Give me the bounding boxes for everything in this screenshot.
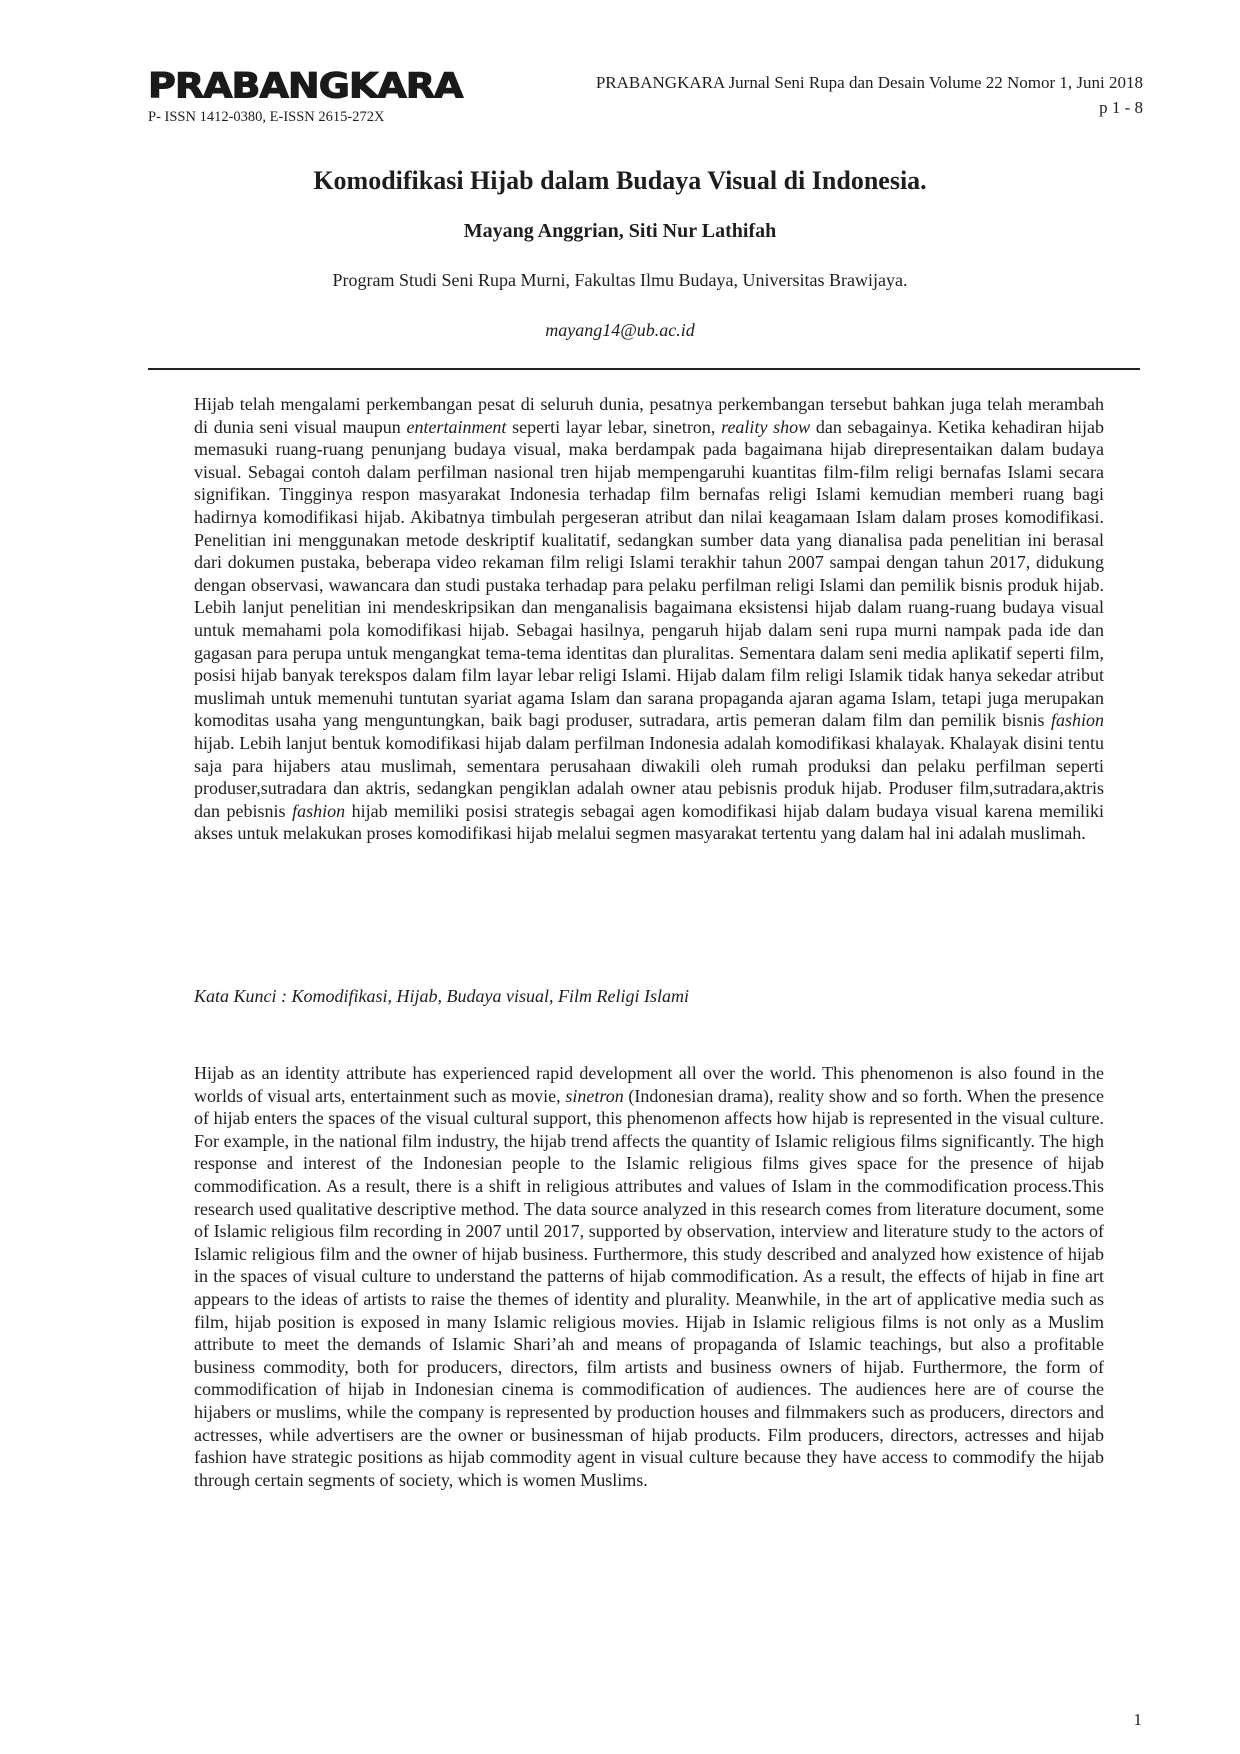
abstract-id-text: hijab memiliki posisi strategis sebagai agen komodifikasi hijab dalam budaya visual karena memiliki akses untuk melakukan proses komodifikasi hijab melalui segmen masyarakat tertentu yang dalam hal ini adalah muslimah.	[194, 800, 1104, 844]
author-email[interactable]: mayang14@ub.ac.id	[545, 320, 695, 340]
page-range: p 1 - 8	[1099, 98, 1143, 117]
header-divider	[148, 368, 1140, 370]
journal-logo: PRABANGKARA	[148, 65, 463, 106]
issn-line: P- ISSN 1412-0380, E-ISSN 2615-272X	[148, 109, 385, 125]
abstract-id-italic: fashion	[292, 800, 346, 821]
article-title: Komodifikasi Hijab dalam Budaya Visual di Indonesia.	[313, 166, 927, 195]
journal-citation: PRABANGKARA Jurnal Seni Rupa dan Desain Volume 22 Nomor 1, Juni 2018	[595, 73, 1143, 92]
abstract-id-text: dan sebagainya. Ketika kehadiran hijab memasuki ruang-ruang penunjang budaya visual, maka berdampak pada bagaimana hijab direpresentaikan dalam budaya visual. Sebagai contoh dalam perfilman nasional tren hijab mempengaruhi kuantitas film-film religi bernafas Islami secara signifikan. Tingginya respon masyarakat Indonesia terhadap film bernafas religi Islami kemudian memberi ruang bagi hadirnya komodifikasi hijab. Akibatnya timbulah pergeseran atribut dan nilai keagamaan Islam dalam proses komodifikasi. Penelitian ini menggunakan metode deskriptif kualitatif, sedangkan sumber data yang dianalisa pada penelitian ini berasal dari dokumen pustaka, beberapa video rekaman film religi Islami terakhir tahun 2007 sampai dengan tahun 2017, didukung dengan observasi, wawancara dan studi pustaka terhadap para pelaku perfilman religi Islami dan pemilik bisnis produk hijab. Lebih lanjut penelitian ini mendeskripsikan dan menganalisis bagaimana eksistensi hijab dalam ruang-ruang budaya visual untuk memahami pola komodifikasi hijab. Sebagai hasilnya, pengaruh hijab dalam seni rupa murni nampak pada ide dan gagasan para perupa untuk mengangkat tema-tema identitas dan pluralitas. Sementara dalam seni media aplikatif seperti film, posisi hijab banyak terekspos dalam film layar lebar religi Islami. Hijab dalam film religi Islamik tidak hanya sekedar atribut muslimah untuk memenuhi tuntutan syariat agama Islam dan sarana propaganda ajaran agama Islam, tetapi juga merupakan komoditas usaha yang menguntungkan, baik bagi produser, sutradara, artis pemeran dalam film dan pemilik bisnis	[194, 416, 1104, 731]
article-authors: Mayang Anggrian, Siti Nur Lathifah	[463, 220, 777, 242]
abstract-en-text: Hijab as an identity attribute has experienced rapid development all over the world. This phenomenon is also found in the worlds of visual arts, entertainment such as movie,	[194, 1063, 1104, 1106]
abstract-id-italic: reality show	[721, 416, 811, 437]
abstract-id-text: hijab. Lebih lanjut bentuk komodifikasi hijab dalam perfilman Indonesia adalah komodifikasi khalayak. Khalayak disini tentu saja para hijabers atau muslimah, sementara perusahaan diwakili oleh rumah produksi dan pelaku perfilman seperti produser,sutradara dan aktris, sedangkan pengiklan adalah owner atau pebisnis produk hijab. Produser film,sutradara,aktris dan pebisnis	[194, 732, 1104, 821]
keywords: Kata Kunci : Komodifikasi, Hijab, Budaya visual, Film Religi Islami	[194, 986, 689, 1006]
abstract-id-italic: fashion	[1050, 710, 1104, 731]
page-number: 1	[1133, 1710, 1142, 1729]
author-affiliation: Program Studi Seni Rupa Murni, Fakultas Ilmu Budaya, Universitas Brawijaya.	[332, 270, 908, 290]
abstract-id-italic: entertainment	[406, 416, 507, 437]
abstract-english	[194, 1062, 1104, 1491]
abstract-en-text: (Indonesian drama), reality show and so forth. When the presence of hijab enters the spaces of the visual cultural support, this phenomenon affects how hijab is represented in the visual culture. For example, in the national film industry, the hijab trend affects the quantity of Islamic religious films significantly. The high response and interest of the Indonesian people to the Islamic religious films gives space for the presence of hijab commodification. As a result, there is a shift in religious attributes and values of Islam in the commodification process.This research used qualitative descriptive method. The data source analyzed in this research comes from literature document, some of Islamic religious film recording in 2007 until 2017, supported by observation, interview and literature study to the actors of Islamic religious film and the owner of hijab business. Furthermore, this study described and analyzed how existence of hijab in the spaces of visual culture to understand the patterns of hijab commodification. As a result, the effects of hijab in fine art appears to the ideas of artists to raise the themes of identity and plurality. Meanwhile, in the art of applicative media such as film, hijab position is exposed in many Islamic religious movies. Hijab in Islamic religious films is not only as a Muslim attribute to meet the demands of Islamic Shari’ah and means of propaganda of Islamic teachings, but also a profitable business commodity, both for producers, directors, film artists and business owners of hijab. Furthermore, the form of commodification of hijab in Indonesian cinema is commodification of audiences. The audiences here are of course the hijabers or muslims, while the company is represented by production houses and filmmakers such as producers, directors and actresses, while advertisers are the owner or businessman of hijab products. Film producers, directors, actresses and hijab fashion have strategic positions as hijab commodity agent in visual culture because they have access to commodify the hijab through certain segments of society, which is women Muslims.	[194, 1085, 1104, 1490]
abstract-id-text: seperti layar lebar, sinetron,	[506, 416, 722, 437]
abstract-id-text: Hijab telah mengalami perkembangan pesat di seluruh dunia, pesatnya perkembangan tersebut bahkan juga telah merambah di dunia seni visual maupun	[194, 394, 1104, 437]
abstract-indonesian	[194, 393, 1104, 845]
abstract-en-italic: sinetron	[565, 1085, 624, 1106]
